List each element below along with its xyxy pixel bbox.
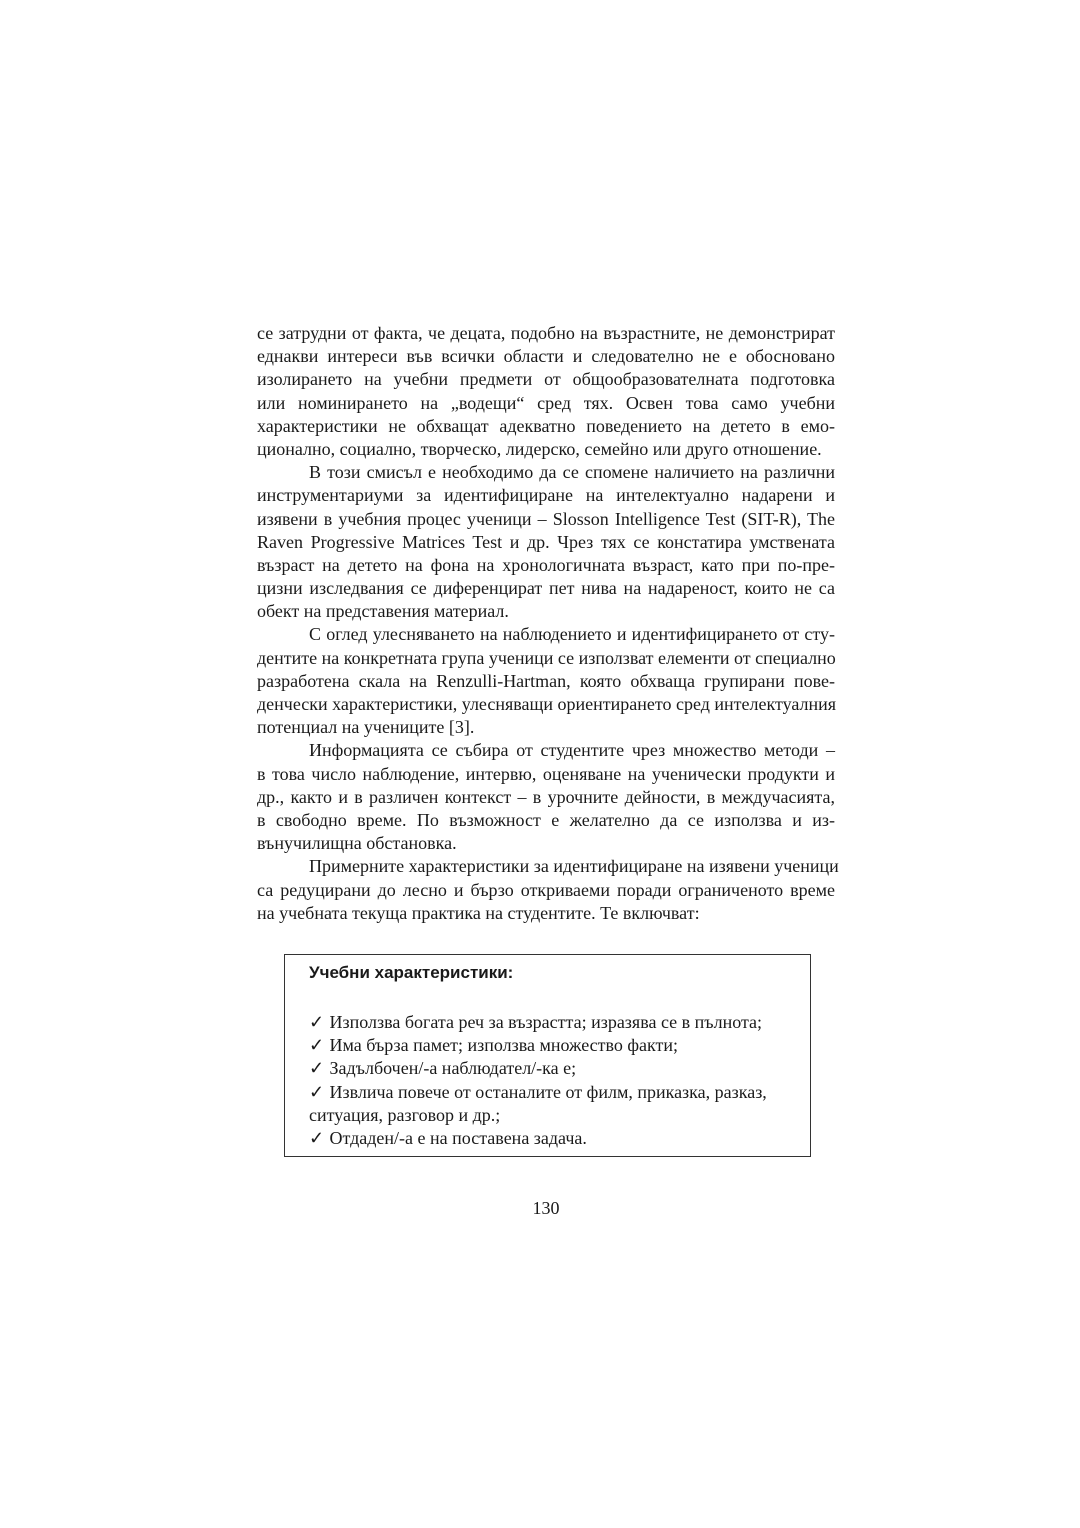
body-line: изолирането на учебни предмети от общообразователната подготовка xyxy=(257,369,835,390)
body-line: цизни изследвания се диференцират пет нива на надареност, които не са xyxy=(257,578,835,599)
body-line: денчески характеристики, улесняващи ориентирането сред интелектуалния xyxy=(257,694,837,714)
body-line: инструментариуми за идентифициране на интелектуално надарени и xyxy=(257,485,835,506)
checkmark-icon: ✓ xyxy=(309,1128,325,1149)
checkmark-icon: ✓ xyxy=(309,1035,325,1056)
list-item xyxy=(309,1034,789,1057)
body-line: Raven Progressive Matrices Test и др. Чрез тях се констатира умствената xyxy=(257,531,835,552)
body-line: потенциал на учениците [3]. xyxy=(257,717,475,738)
body-line: в свободно време. По възможност е желателно да се използва и из- xyxy=(257,809,835,830)
characteristics-box xyxy=(284,954,811,1157)
list-item-continuation xyxy=(309,1104,789,1127)
body-line: ционално, социално, творческо, лидерско, семейно или друго отношение. xyxy=(257,438,822,459)
body-line: В този смисъл е необходимо да се спомене наличието на различни xyxy=(309,462,835,483)
body-line: Информацията се събира от студентите чрез множество методи – xyxy=(309,740,835,761)
list-item-text: Отдаден/-а е на поставена задача. xyxy=(329,1128,587,1149)
list-item-text: Има бърза памет; използва множество факти; xyxy=(329,1035,679,1056)
body-text xyxy=(257,322,839,925)
list-item-text: Задълбочен/-а наблюдател/-ка е; xyxy=(329,1058,577,1079)
body-line: Примерните характеристики за идентифициране на изявени ученици xyxy=(309,856,839,877)
body-line: вънучилищна обстановка. xyxy=(257,833,457,854)
body-line: възраст на детето на фона на хронологичната възраст, като при по-пре- xyxy=(257,554,835,575)
list-item-text: Използва богата реч за възрастта; изразява се в пълнота; xyxy=(329,1012,763,1032)
body-line: на учебната текуща практика на студентите. Те включват: xyxy=(257,902,700,923)
body-line: разработена скала на Renzulli-Hartman, която обхваща групирани пове- xyxy=(257,670,835,691)
body-line: се затрудни от факта, че децата, подобно на възрастните, не демонстрират xyxy=(257,323,835,343)
list-item xyxy=(309,1057,789,1080)
checkmark-icon: ✓ xyxy=(309,1058,325,1079)
box-title: Учебни характеристики: xyxy=(309,963,514,982)
body-line: еднакви интереси във всички области и следователно не е обосновано xyxy=(257,346,835,367)
checkmark-icon: ✓ xyxy=(309,1012,325,1032)
body-line: или номинирането на „водещи“ сред тях. Освен това само учебни xyxy=(257,392,835,413)
list-item-text: ситуация, разговор и др.; xyxy=(309,1104,501,1125)
body-line: характеристики не обхващат адекватно поведението на детето в емо- xyxy=(257,415,835,436)
list-item xyxy=(309,1011,789,1034)
body-line: обект на представения материал. xyxy=(257,601,509,622)
body-line: са редуцирани до лесно и бързо откриваеми поради ограниченото време xyxy=(257,879,835,900)
checkmark-icon: ✓ xyxy=(309,1081,325,1102)
page-number: 130 xyxy=(532,1198,560,1218)
characteristics-list xyxy=(309,1011,789,1150)
list-item xyxy=(309,1127,789,1150)
body-line: С оглед улесняването на наблюдението и идентифицирането от сту- xyxy=(309,624,835,645)
list-item xyxy=(309,1081,789,1104)
body-line: в това число наблюдение, интервю, оценяване на ученически продукти и xyxy=(257,763,835,784)
list-item-text: Извлича повече от останалите от филм, приказка, разказ, xyxy=(329,1081,767,1102)
body-line: дентите на конкретната група ученици се използват елементи от специално xyxy=(257,647,836,668)
body-line: др., както и в различен контекст – в урочните дейности, в междучасията, xyxy=(257,786,835,807)
body-line: изявени в учебния процес ученици – Slosson Intelligence Test (SIT-R), The xyxy=(257,508,835,529)
